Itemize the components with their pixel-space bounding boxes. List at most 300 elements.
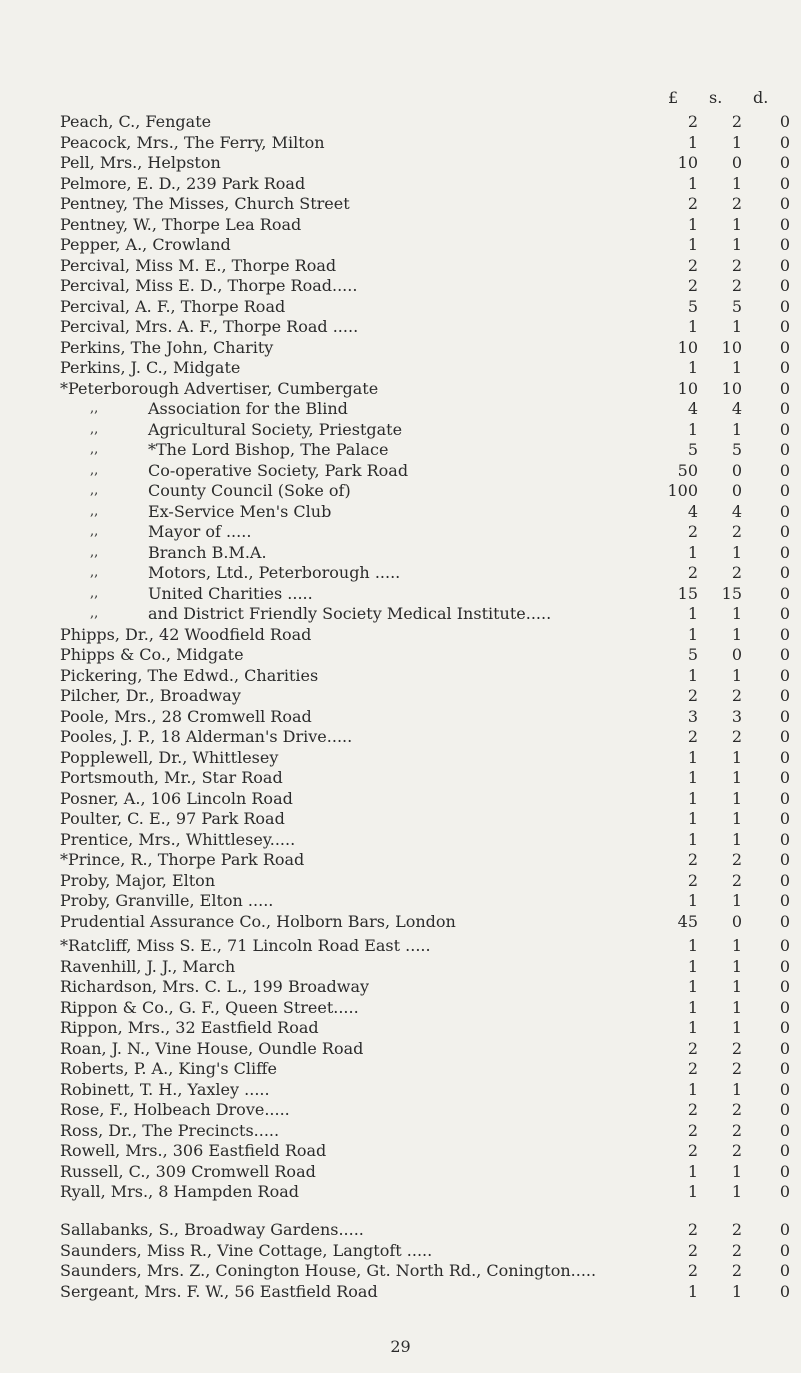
subscriber-list-p [60,112,790,932]
pence-value: 0 [779,1120,790,1140]
pence-value: 0 [779,235,790,254]
pence-value: 0 [779,665,790,685]
list-item [60,1018,790,1039]
ditto-mark: ,, [90,606,99,621]
list-item [60,112,790,133]
pence-value: 0 [779,522,790,541]
subscriber-name: Portsmouth, Mr., Star Road [60,768,283,787]
shillings-value: 1 [731,214,742,234]
currency-header [0,88,801,110]
subscriber-name: Co-operative Society, Park Road [148,460,409,480]
list-item [60,338,790,359]
shillings-value: 1 [731,788,742,808]
shillings-value: 0 [731,460,742,480]
list-item [60,522,790,543]
subscriber-name: Percival, Miss M. E., Thorpe Road [60,255,337,275]
shillings-value: 1 [731,747,742,767]
pounds-value: 4 [687,501,698,521]
pence-value: 0 [779,870,790,890]
shillings-value: 1 [731,624,742,644]
shillings-value: 2 [731,727,742,746]
list-item [60,1182,790,1203]
pence-value: 0 [779,604,790,623]
shillings-value: 1 [731,358,742,377]
list-item [60,358,790,379]
list-item [60,235,790,256]
subscriber-name: Phipps, Dr., 42 Woodfield Road [60,624,312,644]
pence-value: 0 [779,214,790,234]
list-item [60,215,790,236]
shillings-value: 1 [731,1281,742,1301]
pounds-value: 5 [687,645,698,664]
pence-value: 0 [779,276,790,295]
subscriber-name: Pell, Mrs., Helpston [60,153,221,172]
subscriber-name: Sergeant, Mrs. F. W., 56 Eastfield Road [60,1281,378,1301]
pounds-value: 2 [687,1240,698,1260]
pounds-value: 2 [687,276,698,295]
list-item [60,1282,790,1303]
subscriber-name: Prudential Assurance Co., Holborn Bars, London [60,911,456,931]
pence-value: 0 [779,1018,790,1037]
pence-value: 0 [779,1281,790,1301]
list-item [60,194,790,215]
list-item [60,604,790,625]
subscriber-name: Peach, C., Fengate [60,112,212,131]
list-item [60,645,790,666]
pence-value: 0 [779,112,790,131]
pence-value: 0 [779,255,790,275]
pence-value: 0 [779,1220,790,1239]
pounds-value: 10 [677,337,698,357]
shillings-value: 2 [731,255,742,275]
pence-value: 0 [779,686,790,705]
pounds-value: 2 [687,1261,698,1280]
pence-value: 0 [779,1100,790,1119]
shillings-value: 1 [731,829,742,849]
shillings-value: 2 [731,112,742,131]
pence-value: 0 [779,911,790,931]
pounds-value: 2 [687,686,698,705]
pounds-value: 2 [687,850,698,869]
pence-value: 0 [779,132,790,152]
shillings-value: 2 [731,1141,742,1160]
subscriber-name: Pentney, W., Thorpe Lea Road [60,214,302,234]
pence-value: 0 [779,645,790,664]
subscriber-name: Ravenhill, J. J., March [60,956,236,976]
subscriber-name: Percival, A. F., Thorpe Road [60,296,286,316]
pence-value: 0 [779,1240,790,1260]
ditto-mark: ,, [90,503,99,519]
pence-value: 0 [779,891,790,910]
pence-value: 0 [779,788,790,808]
subscriber-name: Proby, Granville, Elton ..... [60,891,274,910]
ditto-mark: ,, [90,462,99,478]
subscriber-name: Poole, Mrs., 28 Cromwell Road [60,706,312,726]
subscriber-name: *Prince, R., Thorpe Park Road [60,850,305,869]
pounds-value: 5 [687,440,698,459]
list-item [60,666,790,687]
shillings-value: 1 [731,936,742,955]
subscriber-name: Ex-Service Men's Club [148,501,332,521]
list-item [60,1121,790,1142]
pence-value: 0 [779,481,790,500]
shillings-value: 2 [731,1059,742,1078]
list-item [60,625,790,646]
pounds-value: 1 [687,604,698,623]
list-item [60,977,790,998]
pounds-value: 2 [687,1141,698,1160]
list-item [60,727,790,748]
subscriber-name: Popplewell, Dr., Whittlesey [60,747,279,767]
pounds-value: 5 [687,296,698,316]
pounds-value: 1 [687,214,698,234]
pounds-value: 1 [687,768,698,787]
pounds-value: 1 [687,1018,698,1037]
pounds-value: 100 [667,481,698,500]
pounds-value: 2 [687,727,698,746]
pence-value: 0 [779,1059,790,1078]
shillings-value: 0 [731,153,742,172]
subscriber-name: Russell, C., 309 Cromwell Road [60,1161,316,1181]
list-item [60,809,790,830]
shillings-value: 3 [731,706,742,726]
pounds-value: 1 [687,665,698,685]
pounds-value: 1 [687,1182,698,1201]
subscriber-name: *The Lord Bishop, The Palace [148,440,389,459]
subscriber-name: Pilcher, Dr., Broadway [60,686,241,705]
list-item [60,461,790,482]
subscriber-list-s [60,1220,790,1302]
subscriber-name: County Council (Soke of) [148,481,351,500]
shillings-value: 2 [731,1038,742,1058]
subscriber-name: Ross, Dr., The Precincts..... [60,1120,280,1140]
shillings-value: 2 [731,850,742,869]
pounds-value: 1 [687,132,698,152]
pence-value: 0 [779,624,790,644]
list-item [60,153,790,174]
list-item [60,399,790,420]
subscriber-name: Association for the Blind [148,399,348,418]
pence-value: 0 [779,440,790,459]
list-item [60,707,790,728]
list-item [60,998,790,1019]
pence-value: 0 [779,173,790,193]
pence-value: 0 [779,358,790,377]
pence-value: 0 [779,399,790,418]
subscriber-name: Poulter, C. E., 97 Park Road [60,809,285,828]
pounds-value: 1 [687,788,698,808]
pounds-value: 1 [687,317,698,336]
pounds-value: 2 [687,870,698,890]
list-item [60,1241,790,1262]
pence-value: 0 [779,419,790,439]
list-item [60,891,790,912]
pence-value: 0 [779,956,790,976]
subscriber-name: United Charities ..... [148,583,313,603]
shillings-value: 2 [731,522,742,541]
list-item [60,768,790,789]
list-item [60,276,790,297]
shillings-value: 1 [731,891,742,910]
pounds-value: 1 [687,1079,698,1099]
shillings-value: 1 [731,542,742,562]
shillings-value: 4 [731,501,742,521]
pence-value: 0 [779,997,790,1017]
shillings-value: 1 [731,317,742,336]
list-item [60,912,790,933]
list-item [60,1100,790,1121]
list-item [60,133,790,154]
pounds-value: 1 [687,173,698,193]
subscriber-name: Ryall, Mrs., 8 Hampden Road [60,1182,299,1201]
shillings-value: 1 [731,1018,742,1037]
pounds-value: 3 [687,706,698,726]
subscriber-name: Pooles, J. P., 18 Alderman's Drive..... [60,727,353,746]
ditto-mark: ,, [90,585,99,601]
subscriber-list-r [60,936,790,1203]
pounds-value: 10 [677,153,698,172]
ditto-mark: ,, [90,401,99,416]
pounds-value: 1 [687,891,698,910]
pounds-value: 1 [687,936,698,955]
shillings-value: 2 [731,686,742,705]
pence-value: 0 [779,1261,790,1280]
pence-value: 0 [779,563,790,582]
ditto-mark: ,, [90,421,99,437]
page-number: 29 [390,1337,411,1356]
list-item [60,1059,790,1080]
subscriber-name: Rose, F., Holbeach Drove..... [60,1100,290,1119]
list-item [60,1141,790,1162]
pounds-value: 2 [687,1220,698,1239]
pence-value: 0 [779,1038,790,1058]
pence-value: 0 [779,460,790,480]
pence-value: 0 [779,809,790,828]
pounds-value: 1 [687,1161,698,1181]
pounds-value: 1 [687,624,698,644]
pounds-value: 2 [687,1059,698,1078]
shillings-value: 0 [731,911,742,931]
pence-value: 0 [779,378,790,398]
list-item [60,1039,790,1060]
list-item [60,420,790,441]
subscriber-name: Motors, Ltd., Peterborough ..... [148,563,401,582]
pence-value: 0 [779,583,790,603]
list-item [60,871,790,892]
shillings-value: 2 [731,1240,742,1260]
subscriber-name: Sallabanks, S., Broadway Gardens..... [60,1220,364,1239]
shillings-value: 10 [721,378,742,398]
pence-value: 0 [779,977,790,996]
ditto-mark: ,, [90,483,99,498]
subscriber-name: Saunders, Mrs. Z., Conington House, Gt. North Rd., Conington..... [60,1261,597,1280]
shillings-header: s. [709,88,723,107]
list-item [60,502,790,523]
pence-value: 0 [779,153,790,172]
shillings-value: 1 [731,1182,742,1201]
subscriber-name: Pentney, The Misses, Church Street [60,194,350,213]
shillings-value: 1 [731,604,742,623]
list-item [60,584,790,605]
pounds-value: 2 [687,194,698,213]
shillings-value: 2 [731,1261,742,1280]
shillings-value: 1 [731,956,742,976]
list-item [60,256,790,277]
pence-value: 0 [779,317,790,336]
pounds-value: 45 [677,911,698,931]
shillings-value: 1 [731,997,742,1017]
shillings-value: 1 [731,809,742,828]
shillings-value: 1 [731,1161,742,1181]
pence-value: 0 [779,706,790,726]
pounds-value: 1 [687,977,698,996]
pence-value: 0 [779,1182,790,1201]
list-item [60,297,790,318]
shillings-value: 1 [731,173,742,193]
pounds-value: 2 [687,1120,698,1140]
shillings-value: 1 [731,768,742,787]
list-item [60,748,790,769]
pence-header: d. [753,88,769,107]
pence-value: 0 [779,1079,790,1099]
pounds-value: 1 [687,747,698,767]
pounds-value: 10 [677,378,698,398]
subscriber-name: Rowell, Mrs., 306 Eastfield Road [60,1141,327,1160]
shillings-value: 2 [731,276,742,295]
shillings-value: 5 [731,440,742,459]
subscriber-name: Robinett, T. H., Yaxley ..... [60,1079,270,1099]
pounds-value: 1 [687,235,698,254]
list-item [60,789,790,810]
subscriber-name: Branch B.M.A. [148,542,267,562]
pounds-value: 15 [677,583,698,603]
pence-value: 0 [779,727,790,746]
shillings-value: 5 [731,296,742,316]
pounds-value: 2 [687,1038,698,1058]
shillings-value: 10 [721,337,742,357]
list-item [60,1162,790,1183]
list-item [60,957,790,978]
subscriber-name: Perkins, The John, Charity [60,337,274,357]
shillings-value: 15 [721,583,742,603]
pounds-value: 1 [687,419,698,439]
pence-value: 0 [779,768,790,787]
pence-value: 0 [779,1161,790,1181]
pence-value: 0 [779,1141,790,1160]
list-item [60,317,790,338]
pounds-header: £ [668,88,679,107]
list-item [60,850,790,871]
shillings-value: 2 [731,1100,742,1119]
pounds-value: 2 [687,563,698,582]
pounds-value: 2 [687,112,698,131]
pounds-value: 1 [687,809,698,828]
shillings-value: 0 [731,645,742,664]
shillings-value: 4 [731,399,742,418]
subscriber-name: *Ratcliff, Miss S. E., 71 Lincoln Road East ..... [60,936,431,955]
pence-value: 0 [779,936,790,955]
pounds-value: 1 [687,358,698,377]
pence-value: 0 [779,296,790,316]
shillings-value: 1 [731,235,742,254]
pence-value: 0 [779,747,790,767]
subscriber-name: Prentice, Mrs., Whittlesey..... [60,829,296,849]
pounds-value: 2 [687,1100,698,1119]
list-item [60,440,790,461]
ditto-mark: ,, [90,524,99,539]
list-item [60,481,790,502]
shillings-value: 2 [731,1120,742,1140]
pounds-value: 1 [687,1281,698,1301]
pounds-value: 1 [687,997,698,1017]
shillings-value: 1 [731,977,742,996]
shillings-value: 1 [731,132,742,152]
subscriber-name: Proby, Major, Elton [60,870,216,890]
pence-value: 0 [779,850,790,869]
subscriber-name: and District Friendly Society Medical Institute..... [148,604,552,623]
shillings-value: 0 [731,481,742,500]
pence-value: 0 [779,542,790,562]
list-item [60,563,790,584]
pounds-value: 2 [687,255,698,275]
subscriber-name: Peacock, Mrs., The Ferry, Milton [60,132,325,152]
pounds-value: 1 [687,542,698,562]
shillings-value: 2 [731,1220,742,1239]
ditto-mark: ,, [90,565,99,580]
subscriber-name: Rippon & Co., G. F., Queen Street..... [60,997,359,1017]
subscriber-name: Roberts, P. A., King's Cliffe [60,1059,277,1078]
subscriber-name: Pepper, A., Crowland [60,235,231,254]
pounds-value: 2 [687,522,698,541]
shillings-value: 2 [731,870,742,890]
ditto-mark: ,, [90,442,99,457]
shillings-value: 2 [731,194,742,213]
subscriber-name: *Peterborough Advertiser, Cumbergate [60,378,379,398]
list-item [60,1261,790,1282]
shillings-value: 1 [731,1079,742,1099]
pence-value: 0 [779,337,790,357]
shillings-value: 2 [731,563,742,582]
subscriber-name: Pelmore, E. D., 239 Park Road [60,173,306,193]
subscriber-name: Phipps & Co., Midgate [60,645,244,664]
subscriber-name: Agricultural Society, Priestgate [148,419,403,439]
shillings-value: 1 [731,665,742,685]
list-item [60,379,790,400]
subscriber-name: Saunders, Miss R., Vine Cottage, Langtoft ..... [60,1240,433,1260]
pence-value: 0 [779,829,790,849]
list-item [60,543,790,564]
list-item [60,1220,790,1241]
pounds-value: 1 [687,829,698,849]
subscriber-name: Percival, Mrs. A. F., Thorpe Road ..... [60,317,359,336]
ditto-mark: ,, [90,544,99,560]
list-item [60,174,790,195]
subscriber-name: Mayor of ..... [148,522,252,541]
pounds-value: 50 [677,460,698,480]
pence-value: 0 [779,194,790,213]
subscriber-name: Richardson, Mrs. C. L., 199 Broadway [60,977,370,996]
list-item [60,936,790,957]
shillings-value: 1 [731,419,742,439]
pence-value: 0 [779,501,790,521]
subscriber-name: Pickering, The Edwd., Charities [60,665,319,685]
pounds-value: 4 [687,399,698,418]
pounds-value: 1 [687,956,698,976]
list-item [60,1080,790,1101]
subscriber-name: Roan, J. N., Vine House, Oundle Road [60,1038,364,1058]
list-item [60,830,790,851]
subscriber-name: Percival, Miss E. D., Thorpe Road..... [60,276,358,295]
